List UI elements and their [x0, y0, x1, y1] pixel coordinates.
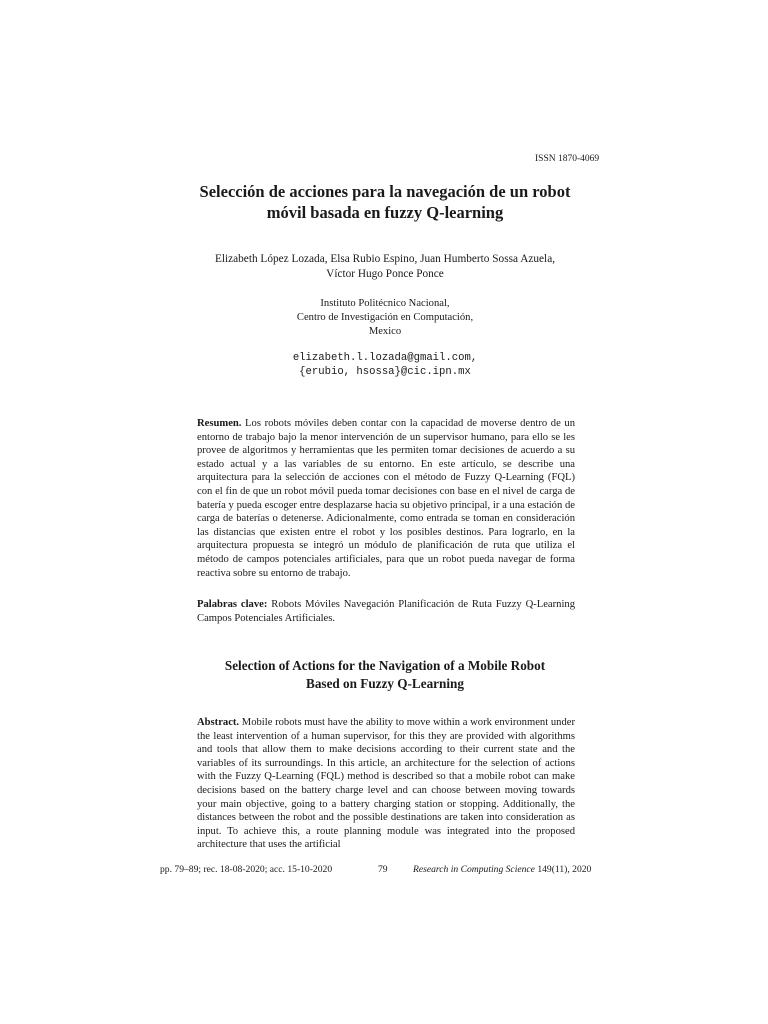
- email-line-1: elizabeth.l.lozada@gmail.com,: [292, 352, 478, 364]
- en-title-line-2: Based on Fuzzy Q-Learning: [306, 676, 464, 691]
- affiliation-line-1: Instituto Politécnico Nacional,: [320, 298, 450, 309]
- journal-volume: 149(11), 2020: [534, 864, 592, 875]
- title-line-1: Selección de acciones para la navegación de un robot: [199, 182, 571, 201]
- affiliation-line-3: Mexico: [368, 325, 402, 337]
- footer-journal: [413, 864, 591, 875]
- affiliation-line-2: Centro de Investigación en Computación,: [296, 311, 474, 323]
- footer-dates: pp. 79–89; rec. 18-08-2020; acc. 15-10-2020: [160, 864, 333, 875]
- authors-line-1: Elizabeth López Lozada, Elsa Rubio Espino, Juan Humberto Sossa Azuela,: [214, 253, 556, 265]
- abstract-paragraph: [197, 716, 575, 852]
- email-line-2: {erubio, hsossa}@cic.ipn.mx: [299, 366, 471, 378]
- abstract-label: Abstract.: [197, 717, 240, 728]
- paper-title-english: [150, 657, 620, 693]
- abstract-text: Mobile robots must have the ability to move within a work environment under the least intervention of a human supervisor, for this they are provided with algorithms and tools that allow them to make decisions according to their current state and the variables of its surroundings. In this article, an architecture for the selection of actions with the Fuzzy Q-Learning (FQL) method is described so that a mobile robot can make decisions based on the battery charge level and can choose between moving towards your main objective, going to a battery charging station or stopping. Additionally, the distances between the robot and the possible destinations are taken into consideration as input. To achieve this, a route planning module was integrated into the proposed architecture that uses the artificial: [197, 717, 575, 851]
- resumen-label: Resumen.: [197, 418, 242, 429]
- author-list: [150, 252, 620, 282]
- journal-name: Research in Computing Science: [413, 864, 535, 875]
- keywords-label: Palabras clave:: [197, 599, 268, 610]
- affiliation: [200, 297, 570, 338]
- keywords-text: Robots Móviles Navegación Planificación de Ruta Fuzzy Q-Learning Campos Potenciales Artificiales.: [197, 599, 575, 624]
- author-emails: [200, 351, 570, 379]
- paper-title-spanish: [150, 181, 620, 223]
- en-title-line-1: Selection of Actions for the Navigation of a Mobile Robot: [224, 658, 546, 673]
- resumen-text: Los robots móviles deben contar con la capacidad de moverse dentro de un entorno de trabajo bajo la menor intervención de un supervisor humano, para ello se les provee de algoritmos y herramientas que les permiten tomar decisiones de acuerdo a su estado actual y a las variables de su entorno. En este artículo, se describe una arquitectura para la selección de acciones con el método de Fuzzy Q-Learning (FQL) con el fin de que un robot móvil pueda tomar decisiones con base en el nivel de carga de batería y pueda escoger entre desplazarse hacia su objetivo principal, ir a una estación de carga de baterías o detenerse. Adicionalmente, como entrada se toman en consideración las distancias que existen entre el robot y los posibles destinos. Para lograrlo, en la arquitectura propuesta se integró un módulo de planificación de ruta que utiliza el método de campos potenciales artificiales, para que un robot pueda navegar de forma reactiva sobre su entorno de trabajo.: [197, 418, 575, 579]
- keywords-paragraph: [197, 598, 575, 625]
- issn-label: ISSN 1870-4069: [535, 154, 600, 164]
- page-number: 79: [378, 864, 388, 875]
- resumen-paragraph: [197, 417, 575, 580]
- authors-line-2: Víctor Hugo Ponce Ponce: [326, 268, 444, 280]
- title-line-2: móvil basada en fuzzy Q-learning: [266, 203, 504, 222]
